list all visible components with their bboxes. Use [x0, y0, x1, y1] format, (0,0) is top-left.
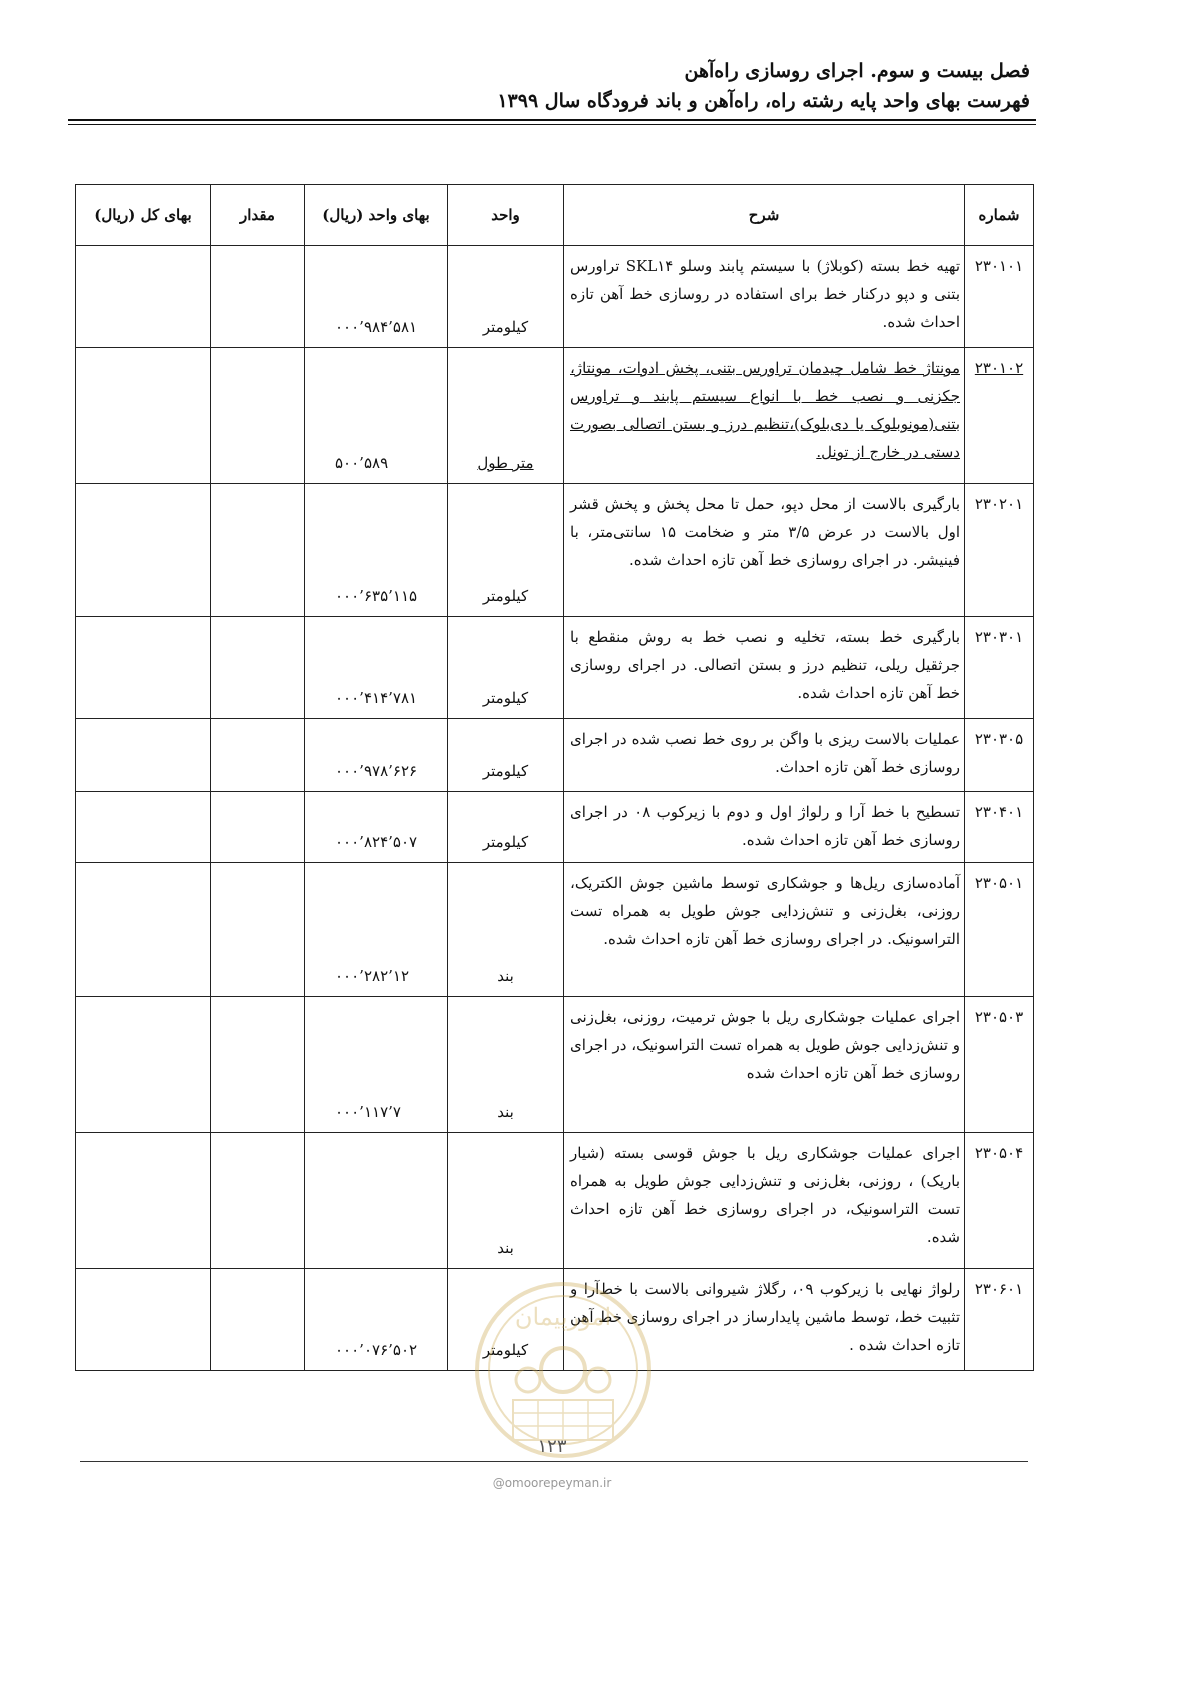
item-quantity — [211, 617, 305, 719]
item-total-price — [76, 484, 211, 617]
item-unit-price: ۷’۱۱۷’۰۰۰ — [305, 997, 448, 1133]
item-code: ۲۳۰۴۰۱ — [965, 792, 1034, 863]
item-quantity — [211, 719, 305, 792]
item-description: عملیات بالاست ریزی با واگن بر روی خط نصب شده در اجرای روسازی خط آهن تازه احداث. — [564, 719, 965, 792]
item-code: ۲۳۰۳۰۵ — [965, 719, 1034, 792]
item-unit-price: ۵۰۲’۰۷۶’۰۰۰ — [305, 1269, 448, 1371]
item-quantity — [211, 246, 305, 348]
page-header — [497, 56, 1030, 116]
item-description: تسطیح با خط آرا و رلواژ اول و دوم با زیرکوب ۰۸ در اجرای روسازی خط آهن تازه احداث شده. — [564, 792, 965, 863]
table-row — [76, 719, 1034, 792]
item-quantity — [211, 863, 305, 997]
item-description: رلواژ نهایی با زیرکوب ۰۹، رگلاژ شیروانی بالاست با خط‌آرا و تثبیت خط، توسط ماشین پایدارساز در اجرای روسازی خط آهن تازه احداث شده . — [564, 1269, 965, 1371]
chapter-title: فصل بیست و سوم. اجرای روسازی راه‌آهن — [684, 60, 1030, 82]
item-quantity — [211, 484, 305, 617]
header-description: شرح — [564, 185, 965, 246]
table-row — [76, 246, 1034, 348]
header-unit: واحد — [448, 185, 564, 246]
item-total-price — [76, 1133, 211, 1269]
page-number: ۱۲۳ — [537, 1436, 567, 1457]
item-unit: کیلومتر — [448, 1269, 564, 1371]
item-unit: کیلومتر — [448, 719, 564, 792]
footer-rule — [80, 1461, 1028, 1462]
header-rule-thick — [68, 119, 1036, 121]
table-header-row — [76, 185, 1034, 246]
item-quantity — [211, 348, 305, 484]
item-code: ۲۳۰۵۰۳ — [965, 997, 1034, 1133]
header-total-price: بهای کل (ریال) — [76, 185, 211, 246]
item-unit-price — [305, 1133, 448, 1269]
table-row — [76, 863, 1034, 997]
item-code: ۲۳۰۵۰۴ — [965, 1133, 1034, 1269]
item-total-price — [76, 719, 211, 792]
item-unit: کیلومتر — [448, 617, 564, 719]
website-watermark: @omoorepeyman.ir — [492, 1476, 612, 1490]
item-unit-price: ۵۸۹’۵۰۰ — [305, 348, 448, 484]
table-row — [76, 997, 1034, 1133]
document-subtitle: فهرست بهای واحد پایه رشته راه، راه‌آهن و باند فرودگاه سال ۱۳۹۹ — [497, 90, 1030, 112]
item-unit-price: ۵۰۷’۸۲۴’۰۰۰ — [305, 792, 448, 863]
item-unit-price: ۱۲’۲۸۲’۰۰۰ — [305, 863, 448, 997]
item-code: ۲۳۰۶۰۱ — [965, 1269, 1034, 1371]
item-unit: بند — [448, 863, 564, 997]
item-description: اجرای عملیات جوشکاری ریل با جوش ترمیت، روزنی، بغل‌زنی و تنش‌زدایی جوش طویل به همراه تست التراسونیک، در اجرای روسازی خط آهن تازه احداث شده — [564, 997, 965, 1133]
item-description: آماده‌سازی ریل‌ها و جوشکاری توسط ماشین جوش الکتریک، روزنی، بغل‌زنی و تنش‌زدایی جوش طویل به همراه تست التراسونیک. در اجرای روسازی خط آهن تازه احداث شده. — [564, 863, 965, 997]
item-code: ۲۳۰۱۰۱ — [965, 246, 1034, 348]
item-code: ۲۳۰۱۰۲ — [965, 348, 1034, 484]
item-code: ۲۳۰۳۰۱ — [965, 617, 1034, 719]
item-unit: متر طول — [448, 348, 564, 484]
table-row — [76, 348, 1034, 484]
table-row — [76, 1133, 1034, 1269]
item-total-price — [76, 863, 211, 997]
item-quantity — [211, 1269, 305, 1371]
watermark-text: امورپیمان — [514, 1303, 612, 1331]
item-unit: کیلومتر — [448, 484, 564, 617]
item-total-price — [76, 246, 211, 348]
item-description: تهیه خط بسته (کوبلاژ) با سیستم پابند وسلو SKL۱۴ تراورس بتنی و دپو درکنار خط برای استفاده در روسازی خط آهن تازه احداث شده. — [564, 246, 965, 348]
item-unit-price: ۶۲۶’۹۷۸’۰۰۰ — [305, 719, 448, 792]
item-total-price — [76, 997, 211, 1133]
table-row — [76, 484, 1034, 617]
item-description: بارگیری بالاست از محل دپو، حمل تا محل پخش و پخش قشر اول بالاست در عرض ۳/۵ متر و ضخامت ۱۵ سانتی‌متر، با فینیشر. در اجرای روسازی خط آهن تازه احداث شده. — [564, 484, 965, 617]
table-row — [76, 792, 1034, 863]
item-quantity — [211, 997, 305, 1133]
item-unit-price: ۷۸۱’۴۱۴’۰۰۰ — [305, 617, 448, 719]
item-unit: کیلومتر — [448, 246, 564, 348]
item-total-price — [76, 792, 211, 863]
item-code: ۲۳۰۵۰۱ — [965, 863, 1034, 997]
item-total-price — [76, 617, 211, 719]
item-quantity — [211, 792, 305, 863]
header-quantity: مقدار — [211, 185, 305, 246]
header-code: شماره — [965, 185, 1034, 246]
header-rule-thin — [68, 124, 1036, 125]
item-description: اجرای عملیات جوشکاری ریل با جوش قوسی بسته (شیار باریک) ، روزنی، بغل‌زنی و تنش‌زدایی جوش طویل به همراه تست التراسونیک، در اجرای روسازی خط آهن تازه احداث شده. — [564, 1133, 965, 1269]
item-unit-price: ۵۸۱’۹۸۴’۰۰۰ — [305, 246, 448, 348]
item-description: مونتاژ خط شامل چیدمان تراورس بتنی، پخش ادوات، مونتاژ، جکزنی و نصب خط با انواع سیستم پابند و تراورس بتنی(مونوبلوک یا دی‌بلوک)،تنظیم درز و بستن اتصالی بصورت دستی در خارج از تونل. — [564, 348, 965, 484]
item-quantity — [211, 1133, 305, 1269]
table-row — [76, 617, 1034, 719]
price-list-table — [75, 184, 1034, 1371]
item-total-price — [76, 348, 211, 484]
item-total-price — [76, 1269, 211, 1371]
item-unit: کیلومتر — [448, 792, 564, 863]
item-description: بارگیری خط بسته، تخلیه و نصب خط به روش منقطع با جرثقیل ریلی، تنظیم درز و بستن اتصالی. در اجرای روسازی خط آهن تازه احداث شده. — [564, 617, 965, 719]
item-unit: بند — [448, 997, 564, 1133]
header-unit-price: بهای واحد (ریال) — [305, 185, 448, 246]
item-unit: بند — [448, 1133, 564, 1269]
item-code: ۲۳۰۲۰۱ — [965, 484, 1034, 617]
item-unit-price: ۱۱۵’۶۳۵’۰۰۰ — [305, 484, 448, 617]
